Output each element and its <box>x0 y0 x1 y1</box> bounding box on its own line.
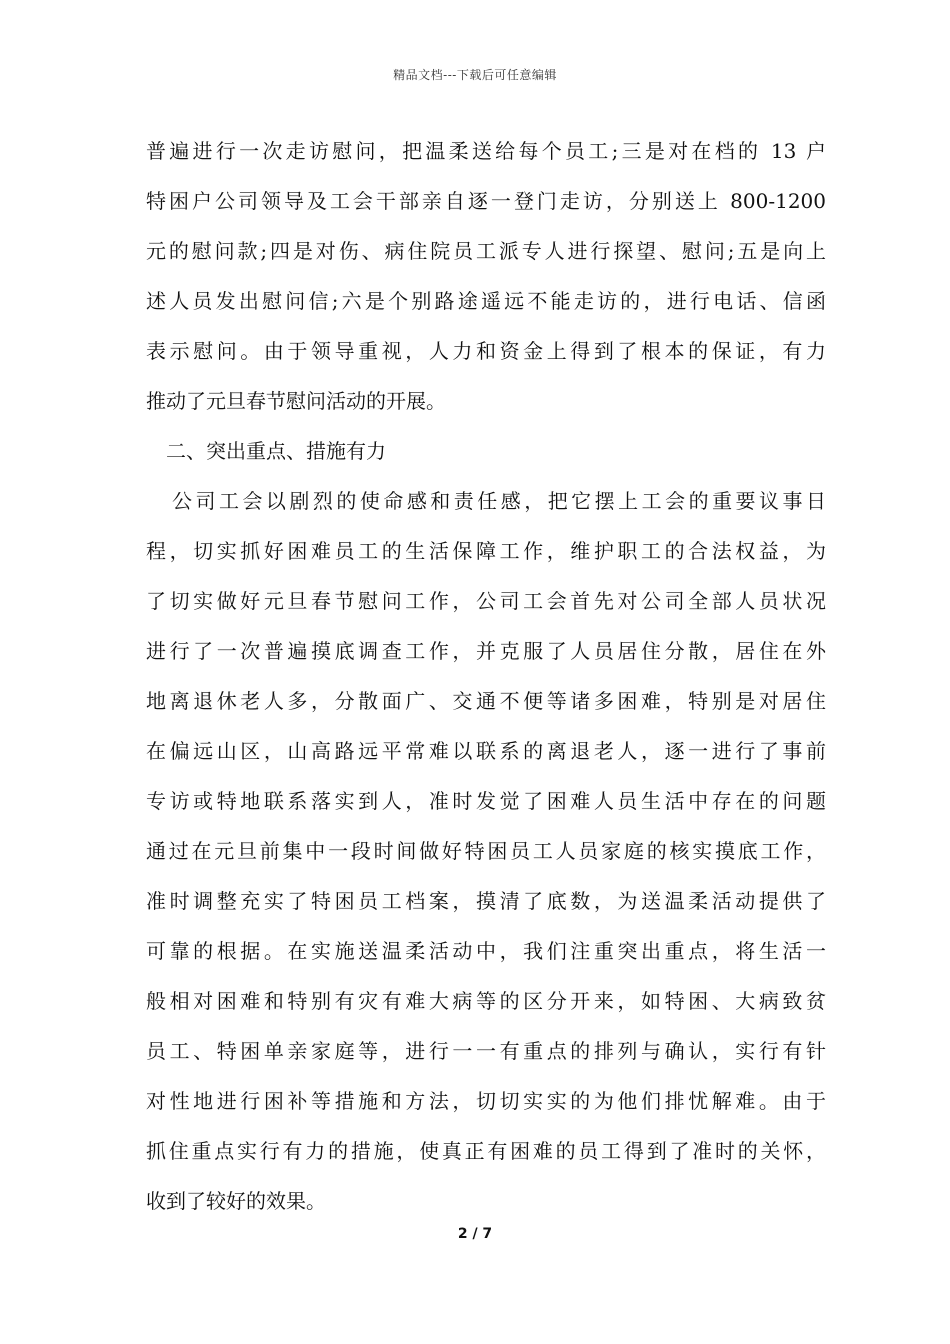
text-line: 进行了一次普遍摸底调查工作，并克服了人员居住分散，居住在外 <box>146 639 826 663</box>
text-line: 抓住重点实行有力的措施，使真正有困难的员工得到了准时的关怀， <box>146 1139 826 1163</box>
text-line: 述人员发出慰问信;六是个别路途遥远不能走访的，进行电话、信函 <box>146 289 826 313</box>
section-heading: 二、突出重点、措施有力 <box>166 439 386 463</box>
document-body <box>146 126 826 1226</box>
text-line: 地离退休老人多，分散面广、交通不便等诸多困难，特别是对居住 <box>146 689 826 713</box>
text-line: 表示慰问。由于领导重视，人力和资金上得到了根本的保证，有力 <box>146 339 826 363</box>
text-line: 了切实做好元旦春节慰问工作，公司工会首先对公司全部人员状况 <box>146 589 826 613</box>
text-line: 员工、特困单亲家庭等，进行一一有重点的排列与确认，实行有针 <box>146 1039 826 1063</box>
text-line: 特困户公司领导及工会干部亲自逐一登门走访，分别送上 800-1200 <box>146 189 826 213</box>
text-line: 收到了较好的效果。 <box>146 1189 326 1213</box>
text-line: 通过在元旦前集中一段时间做好特困员工人员家庭的核实摸底工作， <box>146 839 826 863</box>
text-line: 准时调整充实了特困员工档案，摸清了底数，为送温柔活动提供了 <box>146 889 826 913</box>
page-header: 精品文档---下载后可任意编辑 <box>393 68 557 82</box>
page-number: 2 / 7 <box>457 1226 493 1242</box>
text-line: 程，切实抓好困难员工的生活保障工作，维护职工的合法权益，为 <box>146 539 826 563</box>
text-line: 对性地进行困补等措施和方法，切切实实的为他们排忧解难。由于 <box>146 1089 826 1113</box>
text-line: 可靠的根据。在实施送温柔活动中，我们注重突出重点，将生活一 <box>146 939 826 963</box>
text-line: 推动了元旦春节慰问活动的开展。 <box>146 389 446 413</box>
text-line: 元的慰问款;四是对伤、病住院员工派专人进行探望、慰问;五是向上 <box>146 239 826 263</box>
text-line: 公司工会以剧烈的使命感和责任感，把它摆上工会的重要议事日 <box>172 489 826 513</box>
text-line: 在偏远山区，山高路远平常难以联系的离退老人，逐一进行了事前 <box>146 739 826 763</box>
text-line: 专访或特地联系落实到人，准时发觉了困难人员生活中存在的问题 <box>146 789 826 813</box>
text-line: 普遍进行一次走访慰问，把温柔送给每个员工;三是对在档的 13 户 <box>146 139 826 163</box>
text-line: 般相对困难和特别有灾有难大病等的区分开来，如特困、大病致贫 <box>146 989 826 1013</box>
